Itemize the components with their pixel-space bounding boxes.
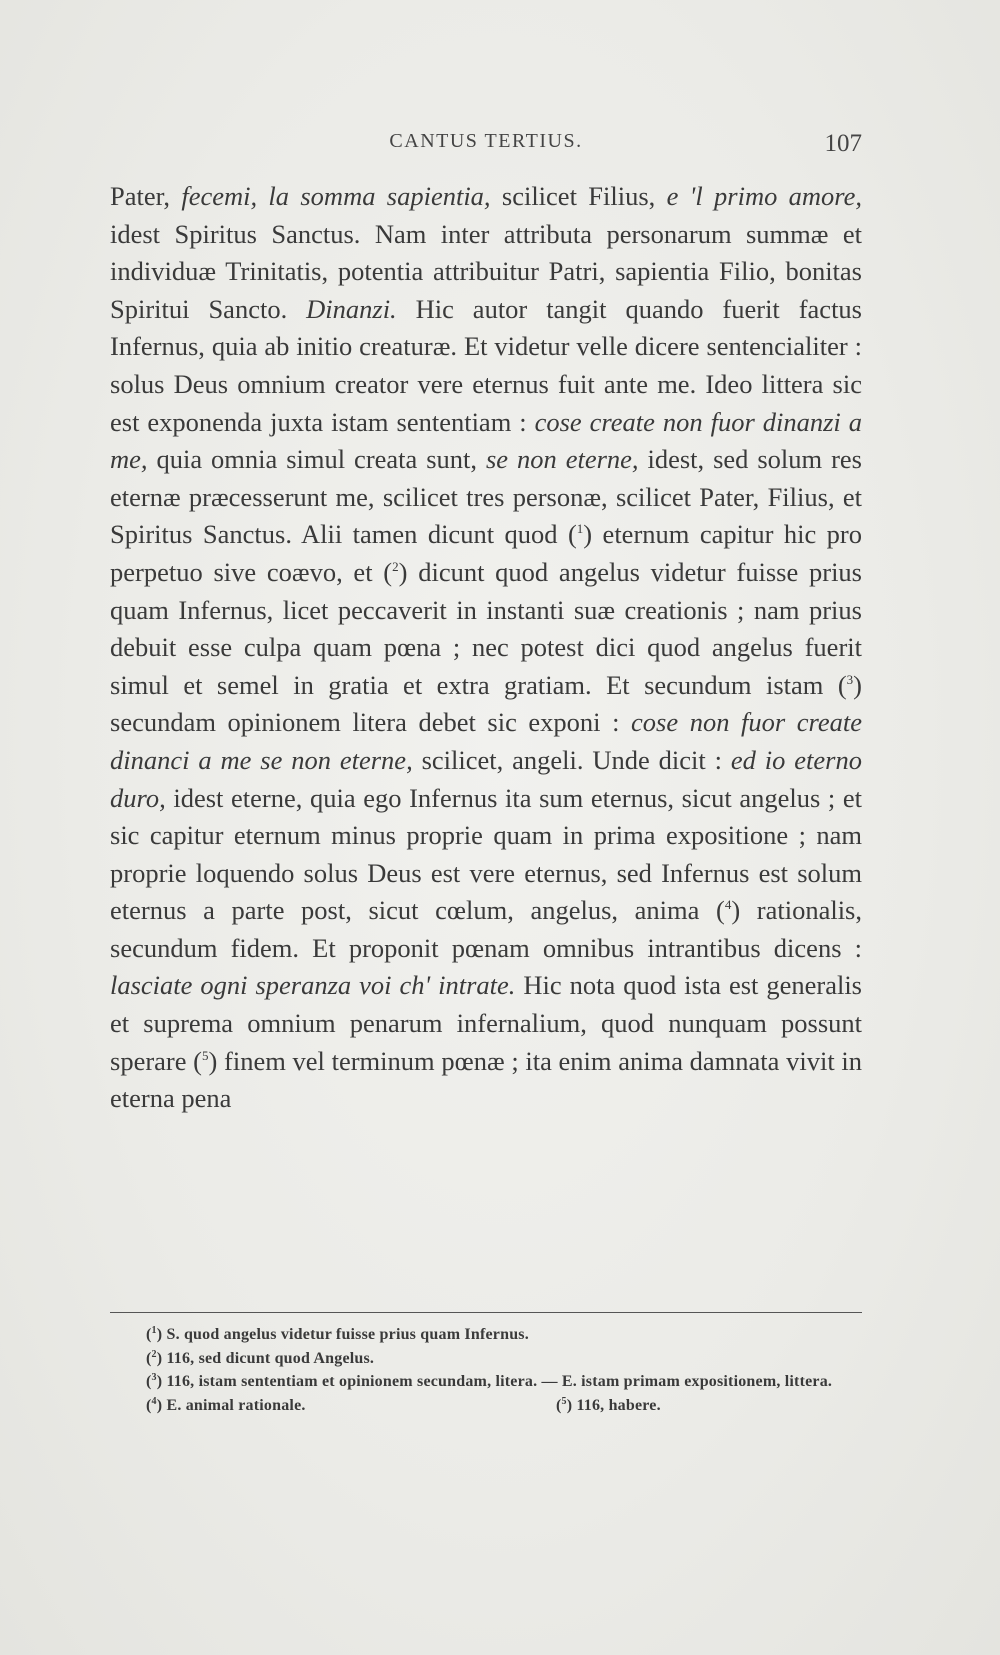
text-run: Hic autor tangit quando fuerit factus Infernus, quia ab initio creaturæ. Et videtur velle dicere sentencialiter : solus Deus omnium creator vere eternus fuit ante me. Ideo littera sic est exponenda juxta istam sententiam : <box>110 293 862 437</box>
footnote-paren: ( <box>146 1349 152 1367</box>
italic-quote: cose non fuor create dinanci a me se non eterne, <box>110 707 862 775</box>
footnote-text: S. quod angelus videtur fuisse prius quam Infernus. <box>162 1326 529 1343</box>
footnote-1 <box>110 1323 862 1347</box>
text-run: ) rationalis, secundum fidem. Et proponit pœnam omnibus intrantibus dicens : <box>110 895 862 963</box>
text-run: idest eterne, quia ego Infernus ita sum eternus, sicut angelus ; et sic capitur eternum minus proprie quam in prima expositione ; nam proprie loquendo solus Deus est vere eternus, sed Infernus est solum eternus a parte post, sicut cœlum, angelus, anima ( <box>110 782 862 926</box>
footnote-2 <box>110 1347 862 1371</box>
footnote-row <box>110 1394 862 1418</box>
footnote-paren: ) <box>156 1373 163 1390</box>
footnote-paren: ( <box>146 1396 152 1414</box>
text-run: scilicet, angeli. Unde dicit : <box>412 744 731 775</box>
text-run: Hic nota quod ista est generalis et suprema omnium penarum infernalium, quod nunquam possunt sperare ( <box>110 970 862 1076</box>
footnote-ref-3[interactable]: 3 <box>846 671 854 687</box>
footnote-3 <box>110 1370 862 1394</box>
footnotes-section <box>110 1323 862 1418</box>
text-run: idest, sed solum res eternæ præcesserunt me, scilicet tres personæ, scilicet Pater, Filius, et Spiritus Sanctus. Alii tamen dicunt quod ( <box>110 444 862 550</box>
running-header <box>110 130 862 164</box>
footnote-text: E. animal rationale. <box>162 1396 306 1414</box>
italic-quote: ed io eterno duro, <box>110 744 862 813</box>
footnote-mark: 1 <box>151 1325 157 1336</box>
footnote-4 <box>146 1394 306 1418</box>
text-run: ) dicunt quod angelus videtur fuisse prius quam Infernus, licet peccaverit in instanti suæ creationis ; nam prius debuit esse culpa quam pœna ; nec potest dici quod angelus fuerit simul et semel in gratia et extra gratiam. Et secundum istam ( <box>110 556 862 700</box>
text-run: Pater, <box>110 181 182 211</box>
running-title: CANTUS TERTIUS. <box>389 130 583 152</box>
footnote-paren: ) <box>156 1349 163 1367</box>
footnote-paren: ) <box>566 1396 573 1414</box>
main-text <box>110 178 862 1118</box>
footnote-paren: ( <box>556 1396 562 1414</box>
text-run: ) eternum capitur hic pro perpetuo sive coævo, et ( <box>110 519 862 587</box>
italic-quote: fecemi, la somma sapientia, <box>181 181 491 211</box>
text-run: ) secundam opinionem litera debet sic exponi : <box>110 669 862 738</box>
text-run: ) finem vel terminum pœnæ ; ita enim anima damnata vivit in eterna pena <box>110 1045 862 1114</box>
footnote-5 <box>556 1394 661 1418</box>
italic-quote: se non eterne, <box>485 444 639 475</box>
page-number: 107 <box>824 130 862 157</box>
footnote-text: 116, habere. <box>572 1396 661 1414</box>
footnote-paren: ) <box>156 1326 163 1343</box>
text-run: idest Spiritus Sanctus. Nam inter attributa personarum summæ et individuæ Trinitatis, potentia attribuitur Patri, sapientia Filio, bonitas Spiritui Sancto. <box>110 218 862 324</box>
footnote-text: 116, sed dicunt quod Angelus. <box>162 1349 375 1367</box>
footnote-ref-1[interactable]: 1 <box>576 521 584 537</box>
footnote-text: 116, istam sententiam et opinionem secundam, litera. — E. istam primam expositionem, littera. <box>162 1373 833 1390</box>
text-run: quia omnia simul creata sunt, <box>147 444 486 475</box>
italic-quote: cose create non fuor dinanzi a me, <box>110 406 862 475</box>
footnote-ref-2[interactable]: 2 <box>392 558 399 574</box>
italic-quote: e 'l primo amore, <box>666 181 863 211</box>
footnote-divider <box>110 1312 862 1313</box>
italic-quote: lasciate ogni speranza voi ch' intrate. <box>110 970 516 1001</box>
footnote-paren: ( <box>146 1326 152 1343</box>
footnote-paren: ( <box>146 1373 152 1390</box>
footnote-ref-5[interactable]: 5 <box>202 1047 209 1063</box>
footnote-mark: 5 <box>561 1395 567 1407</box>
footnote-paren: ) <box>156 1396 163 1414</box>
footnote-ref-4[interactable]: 4 <box>724 897 732 913</box>
italic-quote: Dinanzi. <box>306 293 397 324</box>
footnote-mark: 2 <box>151 1348 157 1360</box>
text-run: scilicet Filius, <box>490 181 667 211</box>
footnote-mark: 3 <box>151 1372 157 1383</box>
footnote-mark: 4 <box>151 1395 157 1407</box>
